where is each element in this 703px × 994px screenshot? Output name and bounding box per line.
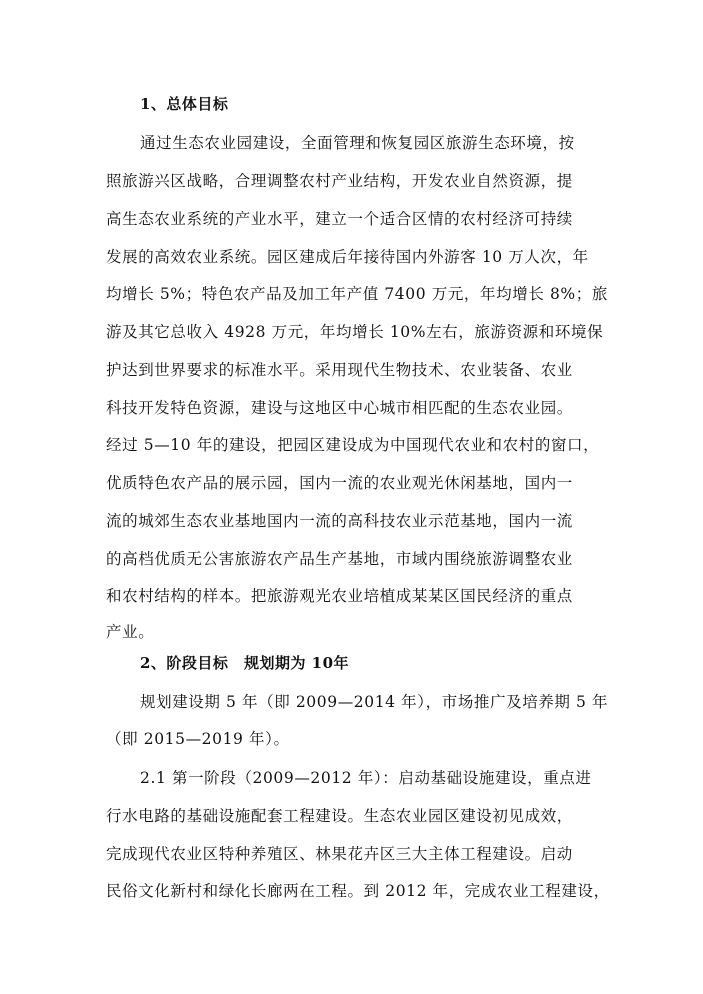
paragraph-line: 优质特色农产品的展示园，国内一流的农业观光休闲基地，国内一 (106, 474, 573, 492)
paragraph-line: 民俗文化新村和绿化长廊两在工程。到 2012 年，完成农业工程建设， (106, 882, 610, 900)
paragraph-line: 游及其它总收入 4928 万元，年均增长 10%左右，旅游资源和环境保 (106, 323, 604, 341)
paragraph-line: 护达到世界要求的标准水平。采用现代生物技术、农业装备、农业 (106, 361, 573, 379)
paragraph-line: 规划建设期 5 年（即 2009—2014 年），市场推广及培养期 5 年 (140, 693, 609, 711)
paragraph-line: 照旅游兴区战略，合理调整农村产业结构，开发农业自然资源，提 (106, 172, 573, 190)
paragraph-line: 科技开发特色资源，建设与这地区中心城市相匹配的生态农业园。 (106, 399, 573, 417)
paragraph-line: 完成现代农业区特种养殖区、林果花卉区三大主体工程建设。启动 (106, 845, 573, 863)
paragraph-line: （即 2015—2019 年）。 (106, 730, 290, 748)
paragraph-line: 通过生态农业园建设，全面管理和恢复园区旅游生态环境，按 (140, 134, 575, 152)
paragraph-line: 流的城郊生态农业基地国内一流的高科技农业示范基地，国内一流 (106, 512, 573, 530)
paragraph-line: 2.1 第一阶段（2009—2012 年）：启动基础设施建设，重点进 (140, 769, 592, 787)
paragraph-line: 均增长 5%；特色农产品及加工年产值 7400 万元，年均增长 8%；旅 (106, 285, 608, 303)
section-heading-overall-goal: 1、总体目标 (140, 95, 229, 113)
paragraph-line: 高生态农业系统的产业水平，建立一个适合区情的农村经济可持续 (106, 210, 573, 228)
section-heading-stage-goal: 2、阶段目标 规划期为 10年 (140, 654, 350, 672)
paragraph-line: 的高档优质无公害旅游农产品生产基地，市域内围绕旅游调整农业 (106, 550, 573, 568)
paragraph-line: 行水电路的基础设施配套工程建设。生态农业园区建设初见成效， (106, 807, 573, 825)
paragraph-line: 发展的高效农业系统。园区建成后年接待国内外游客 10 万人次，年 (106, 248, 589, 266)
paragraph-line: 经过 5—10 年的建设，把园区建设成为中国现代农业和农村的窗口， (106, 436, 600, 454)
paragraph-line: 和农村结构的样本。把旅游观光农业培植成某某区国民经济的重点 (106, 587, 573, 605)
paragraph-line: 产业。 (106, 623, 155, 641)
